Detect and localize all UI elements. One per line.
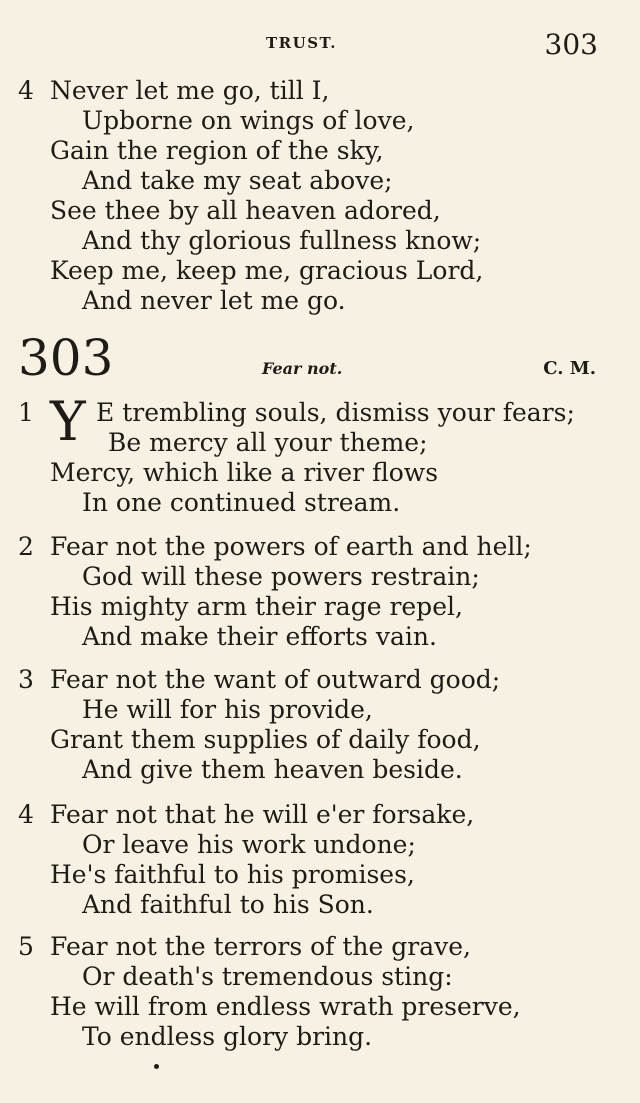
verse-line: And make their efforts vain. xyxy=(82,622,437,651)
verse-number: 4 xyxy=(18,800,34,829)
verse-line: Fear not the powers of earth and hell; xyxy=(50,532,532,561)
verse-number: 4 xyxy=(18,76,34,105)
verse-line: He will from endless wrath preserve, xyxy=(50,992,521,1021)
verse-line: He will for his provide, xyxy=(82,695,373,724)
hymn-subtitle: Fear not. xyxy=(262,359,343,378)
verse-line: And give them heaven beside. xyxy=(82,755,463,784)
verse-line: To endless glory bring. xyxy=(82,1022,373,1051)
verse-line: His mighty arm their rage repel, xyxy=(50,592,463,621)
verse-line: See thee by all heaven adored, xyxy=(50,196,441,225)
hymn-meter: C. M. xyxy=(543,358,596,379)
verse-line: Grant them supplies of daily food, xyxy=(50,725,481,754)
verse-number: 1 xyxy=(18,398,34,427)
verse-number: 2 xyxy=(18,532,34,561)
verse-line: God will these powers restrain; xyxy=(82,562,480,591)
verse-line: E trembling souls, dismiss your fears; xyxy=(96,398,575,427)
drop-cap: Y xyxy=(50,390,86,453)
running-head: TRUST. xyxy=(266,34,337,52)
verse-line: Gain the region of the sky, xyxy=(50,136,384,165)
verse-line: Or death's tremendous sting: xyxy=(82,962,453,991)
verse-line: Or leave his work undone; xyxy=(82,830,416,859)
verse-line: And faithful to his Son. xyxy=(82,890,374,919)
verse-number: 3 xyxy=(18,665,34,694)
verse-line: Upborne on wings of love, xyxy=(82,106,415,135)
verse-line: He's faithful to his promises, xyxy=(50,860,415,889)
verse-line: Be mercy all your theme; xyxy=(108,428,428,457)
verse-line: In one continued stream. xyxy=(82,488,401,517)
verse-line: Fear not the want of outward good; xyxy=(50,665,501,694)
verse-line: And thy glorious fullness know; xyxy=(82,226,482,255)
verse-line: And take my seat above; xyxy=(82,166,393,195)
verse-line: Never let me go, till I, xyxy=(50,76,330,105)
page-number: 303 xyxy=(544,28,598,61)
verse-line: Mercy, which like a river flows xyxy=(50,458,439,487)
verse-line: And never let me go. xyxy=(82,286,346,315)
hymn-number: 303 xyxy=(18,329,114,387)
verse-number: 5 xyxy=(18,932,34,961)
printer-mark xyxy=(154,1064,159,1069)
verse-line: Fear not the terrors of the grave, xyxy=(50,932,471,961)
verse-line: Fear not that he will e'er forsake, xyxy=(50,800,475,829)
verse-line: Keep me, keep me, gracious Lord, xyxy=(50,256,484,285)
